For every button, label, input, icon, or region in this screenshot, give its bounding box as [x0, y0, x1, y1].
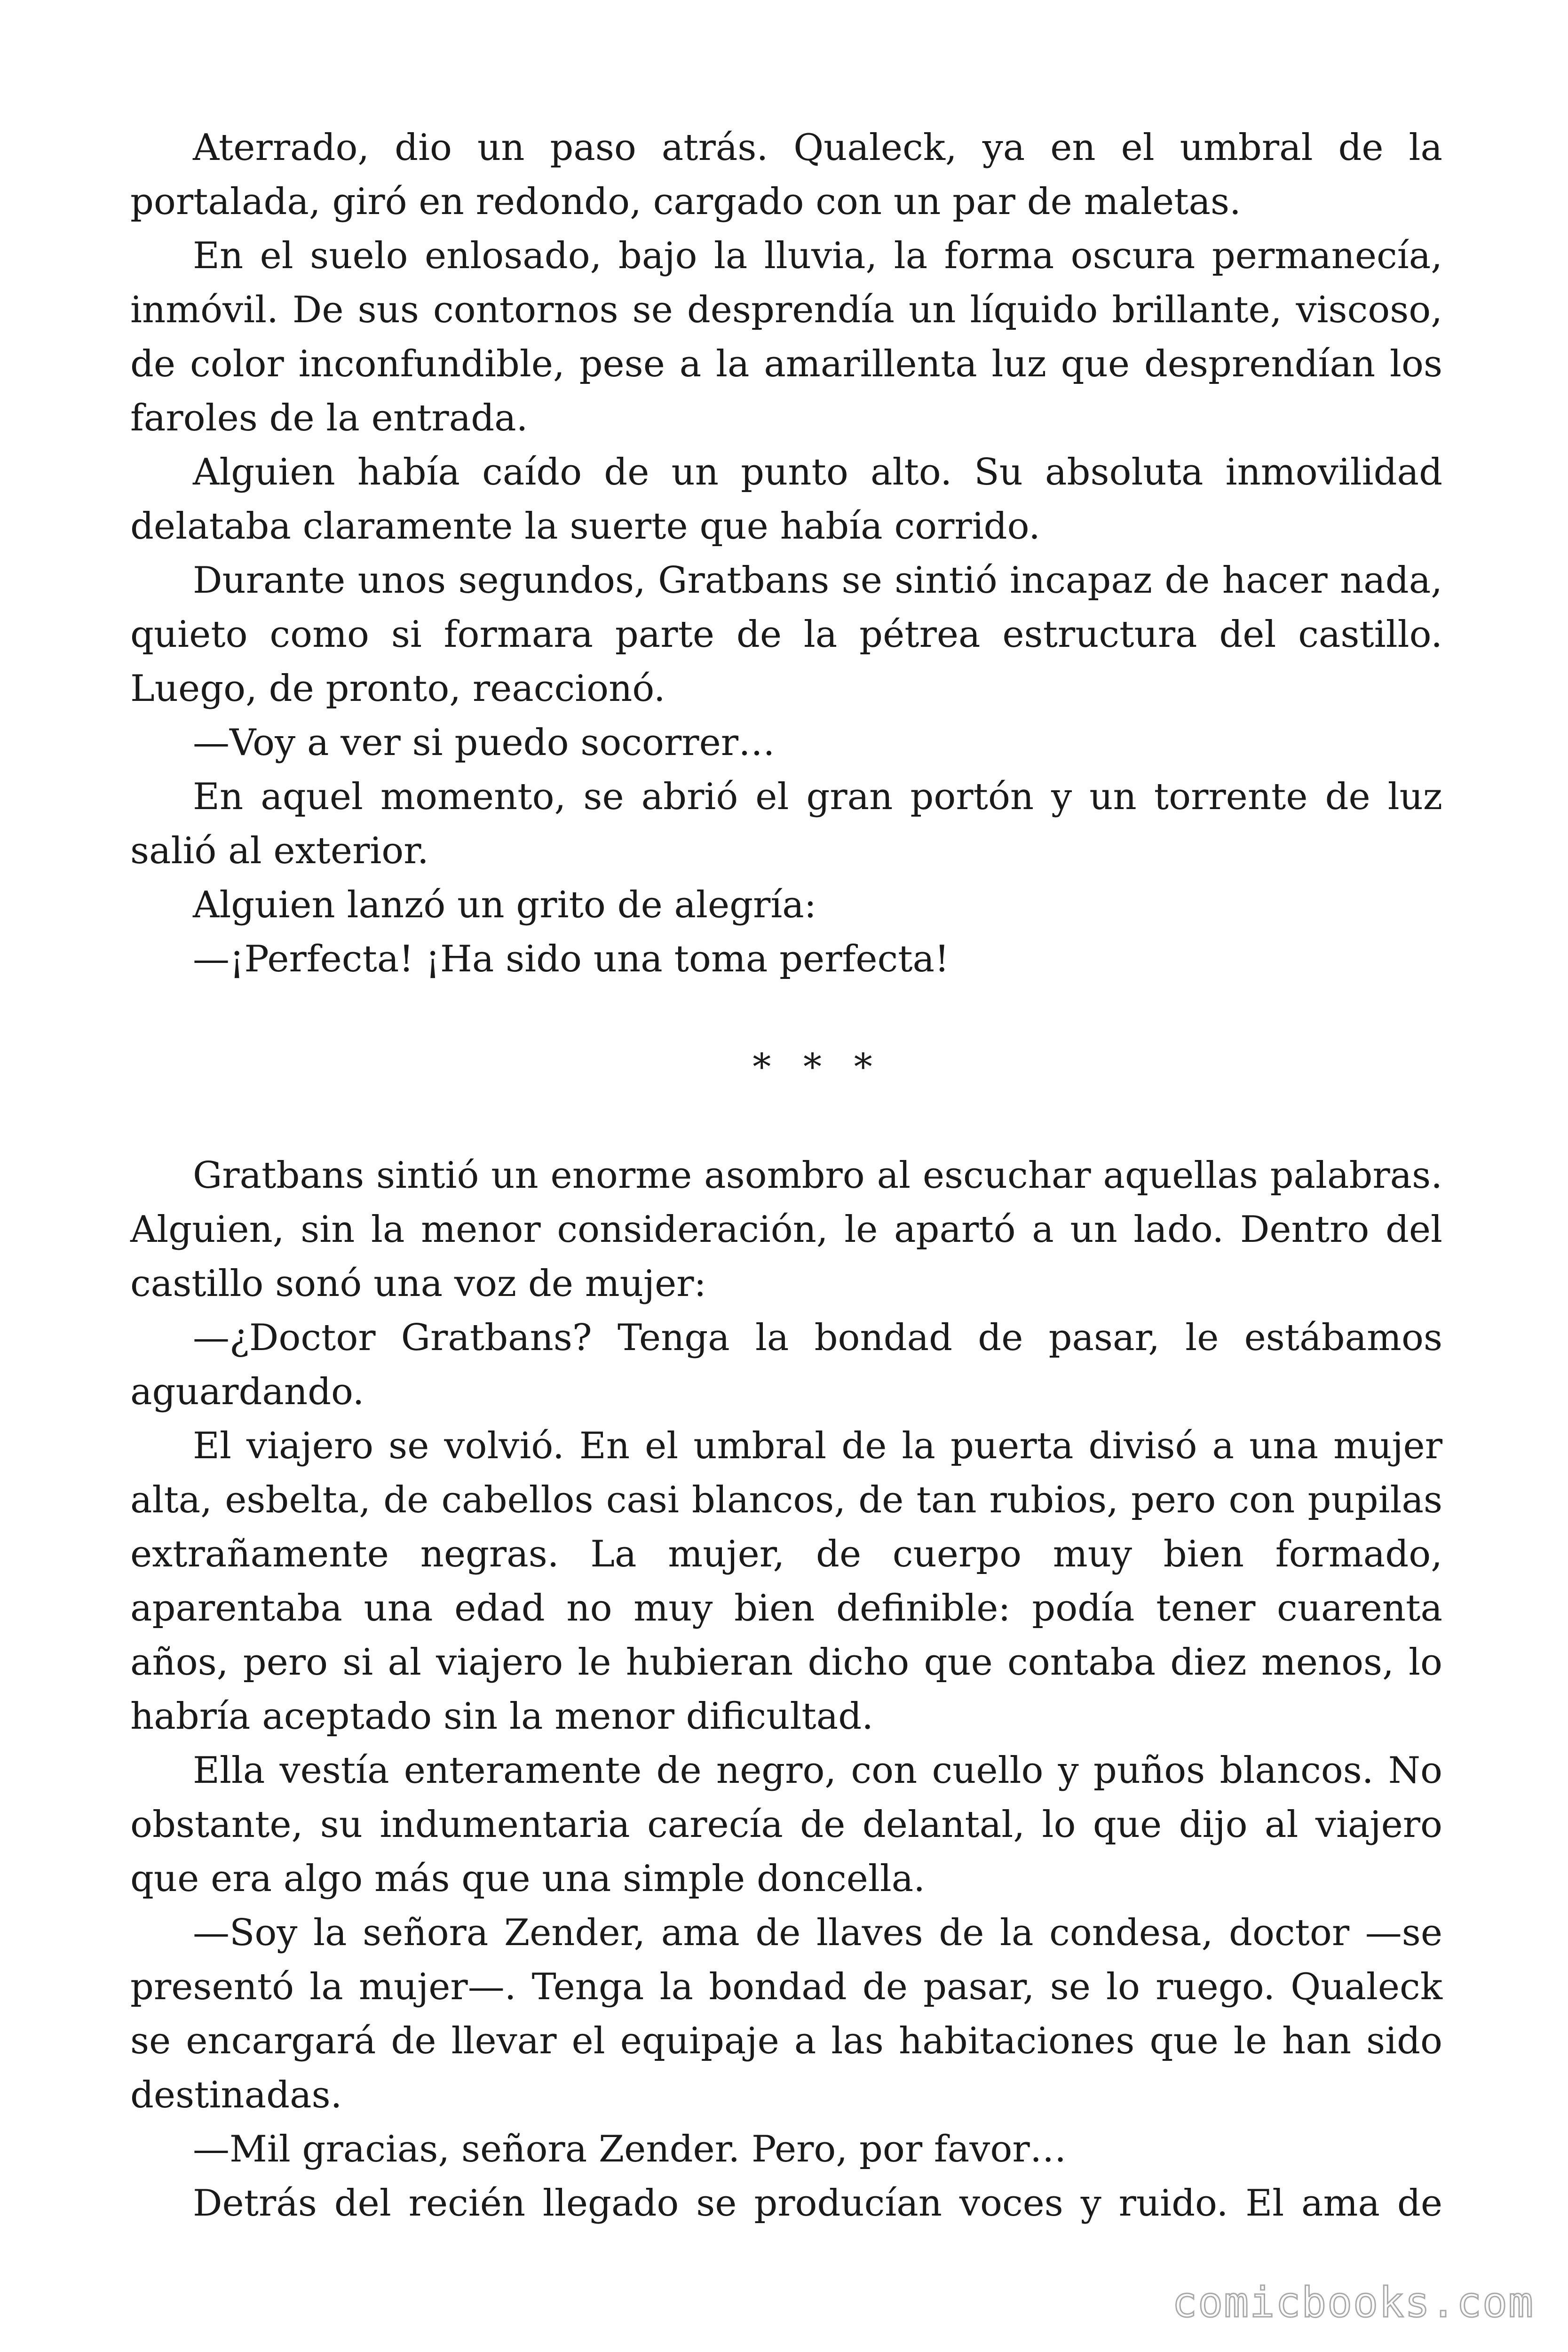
dialogue-line: —Voy a ver si puedo socorrer…	[193, 722, 776, 764]
paragraph: Alguien lanzó un grito de alegría:	[193, 884, 817, 926]
paragraph: Aterrado, dio un paso atrás. Qualeck, ya en el umbral de la portalada, giró en redondo, cargado con un par de maletas.	[130, 127, 1442, 223]
paragraph: Ella vestía enteramente de negro, con cuello y puños blancos. No obstante, su indumentaria carecía de delantal, lo que dijo al viajero que era algo más que una simple doncella.	[130, 1749, 1442, 1900]
dialogue-line: —¿Doctor Gratbans? Tenga la bondad de pasar, le estábamos aguardando.	[130, 1317, 1442, 1413]
paragraph: En el suelo enlosado, bajo la lluvia, la forma oscura permanecía, inmóvil. De sus contornos se desprendía un líquido brillante, viscoso, de color inconfundible, pese a la amarillenta luz que desprendían los faroles de la entrada.	[130, 235, 1442, 439]
paragraph: Gratbans sintió un enorme asombro al escuchar aquellas palabras. Alguien, sin la menor consideración, le apartó a un lado. Dentro del castillo sonó una voz de mujer:	[130, 1154, 1442, 1305]
paragraph-continued: Detrás del recién llegado se producían voces y ruido. El ama de	[193, 2182, 1442, 2225]
paragraph: Alguien había caído de un punto alto. Su absoluta inmovilidad delataba claramente la suerte que había corrido.	[130, 451, 1442, 548]
dialogue-line: —¡Perfecta! ¡Ha sido una toma perfecta!	[193, 938, 950, 980]
paragraph: El viajero se volvió. En el umbral de la puerta divisó a una mujer alta, esbelta, de cabellos casi blancos, de tan rubios, pero con pupilas extrañamente negras. La mujer, de cuerpo muy bien formado, aparentaba una edad no muy bien definible: podía tener cuarenta años, pero si al viajero le hubieran dicho que contaba diez menos, lo habría aceptado sin la menor dificultad.	[130, 1425, 1442, 1738]
section-separator: * * *	[752, 1046, 883, 1089]
dialogue-line: —Mil gracias, señora Zender. Pero, por favor…	[193, 2128, 1067, 2170]
paragraph: Durante unos segundos, Gratbans se sintió incapaz de hacer nada, quieto como si formara parte de la pétrea estructura del castillo. Luego, de pronto, reaccionó.	[130, 559, 1442, 710]
dialogue-line: —Soy la señora Zender, ama de llaves de la condesa, doctor —se presentó la mujer—. Tenga la bondad de pasar, se lo ruego. Qualeck se encargará de llevar el equipaje a las habitaciones que le han sido destinadas.	[130, 1912, 1442, 2116]
page-text	[130, 121, 1442, 2231]
paragraph: En aquel momento, se abrió el gran portón y un torrente de luz salió al exterior.	[130, 776, 1442, 872]
watermark-logo: comicbooks.com	[1172, 2278, 1534, 2327]
